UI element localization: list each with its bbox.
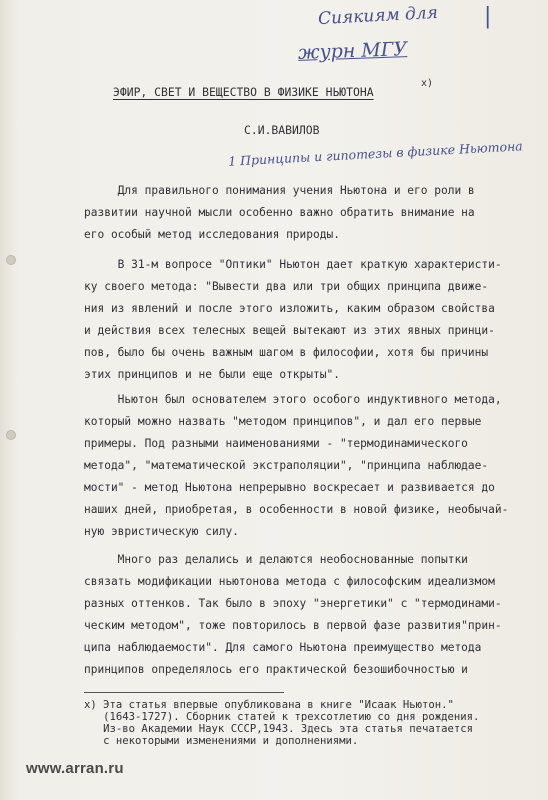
body-line: ципа наблюдаемости". Для самого Ньютона преимущество метода [84,641,482,654]
handwritten-note-line1: Сиякиям для [317,2,439,30]
site-watermark: www.arran.ru [26,760,124,777]
handwritten-subtitle-note: 1 Принципы и гипотезы в физике Ньютона [227,138,524,169]
body-line: Для правильного понимания учения Ньютона и его роли в [84,184,475,197]
handwritten-mark: | [484,4,492,29]
body-line: этих принципов и не были еще открыты". [84,368,340,381]
body-line: развитии научной мысли особенно важно обратить внимание на [84,206,475,219]
binder-hole [6,430,16,440]
body-line: метода", "математической экстраполяции", "принципа наблюдае- [84,459,489,472]
body-line: разных оттенков. Так было в эпоху "энергетики" с "термодинами- [84,597,502,610]
binder-hole [6,255,16,265]
body-line: ную эвристическую силу. [84,525,239,538]
body-line: примеры. Под разными наименованиями - "термодинамического [84,437,468,450]
body-line: мости" - метод Ньютона непрерывно воскресает и развивается до [84,481,495,494]
body-line: который можно назвать "методом принципов", и дал его первые [84,415,482,428]
body-line: Ньютон был основателем этого особого индуктивного метода, [84,393,502,406]
body-line: связать модификации ньютонова метода с философским идеализмом [84,575,495,588]
body-line: принципов определялось его практической безошибочностью и [84,663,468,676]
body-line: его особый метод исследования природы. [84,228,340,241]
article-title: ЭФИР, СВЕТ И ВЕЩЕСТВО В ФИЗИКЕ НЬЮТОНА [113,85,374,99]
body-line: наших дней, приобретая, в особенности в новой физике, необычай- [84,503,509,516]
footnote-line: с некоторыми изменениями и дополнениями. [84,735,359,747]
body-line: ку своего метода: "Вывести два или три общих принципа движе- [84,280,489,293]
body-line: В 31-м вопросе "Оптики" Ньютон дает краткую характеристи- [84,258,502,271]
body-line: пов, было бы очень важным шагом в философии, хотя бы причины [84,346,489,359]
body-line: и действия всех телесных вещей вытекают из этих явных принци- [84,324,495,337]
handwritten-note-line2: журн МГУ [297,38,408,64]
article-author: С.И.ВАВИЛОВ [244,123,320,137]
footnote-line: (1643-1727). Сборник статей к трехсотлетию со дня рождения. [84,711,480,723]
footnote-rule [84,692,284,693]
title-footnote-marker: х) [421,78,434,89]
footnote-line: х) Эта статья впервые опубликована в книге "Исаак Ньютон." [84,699,454,711]
body-line: Много раз делались и делаются необоснованные попытки [84,553,468,566]
body-line: ния из явлений и после этого изложить, каким образом свойства [84,302,495,315]
footnote-line: Из-во Академии Наук СССР,1943. Здесь эта статья печатается [84,723,474,735]
body-line: ческим методом", тоже повторилось в первой фазе развития"прин- [84,619,502,632]
